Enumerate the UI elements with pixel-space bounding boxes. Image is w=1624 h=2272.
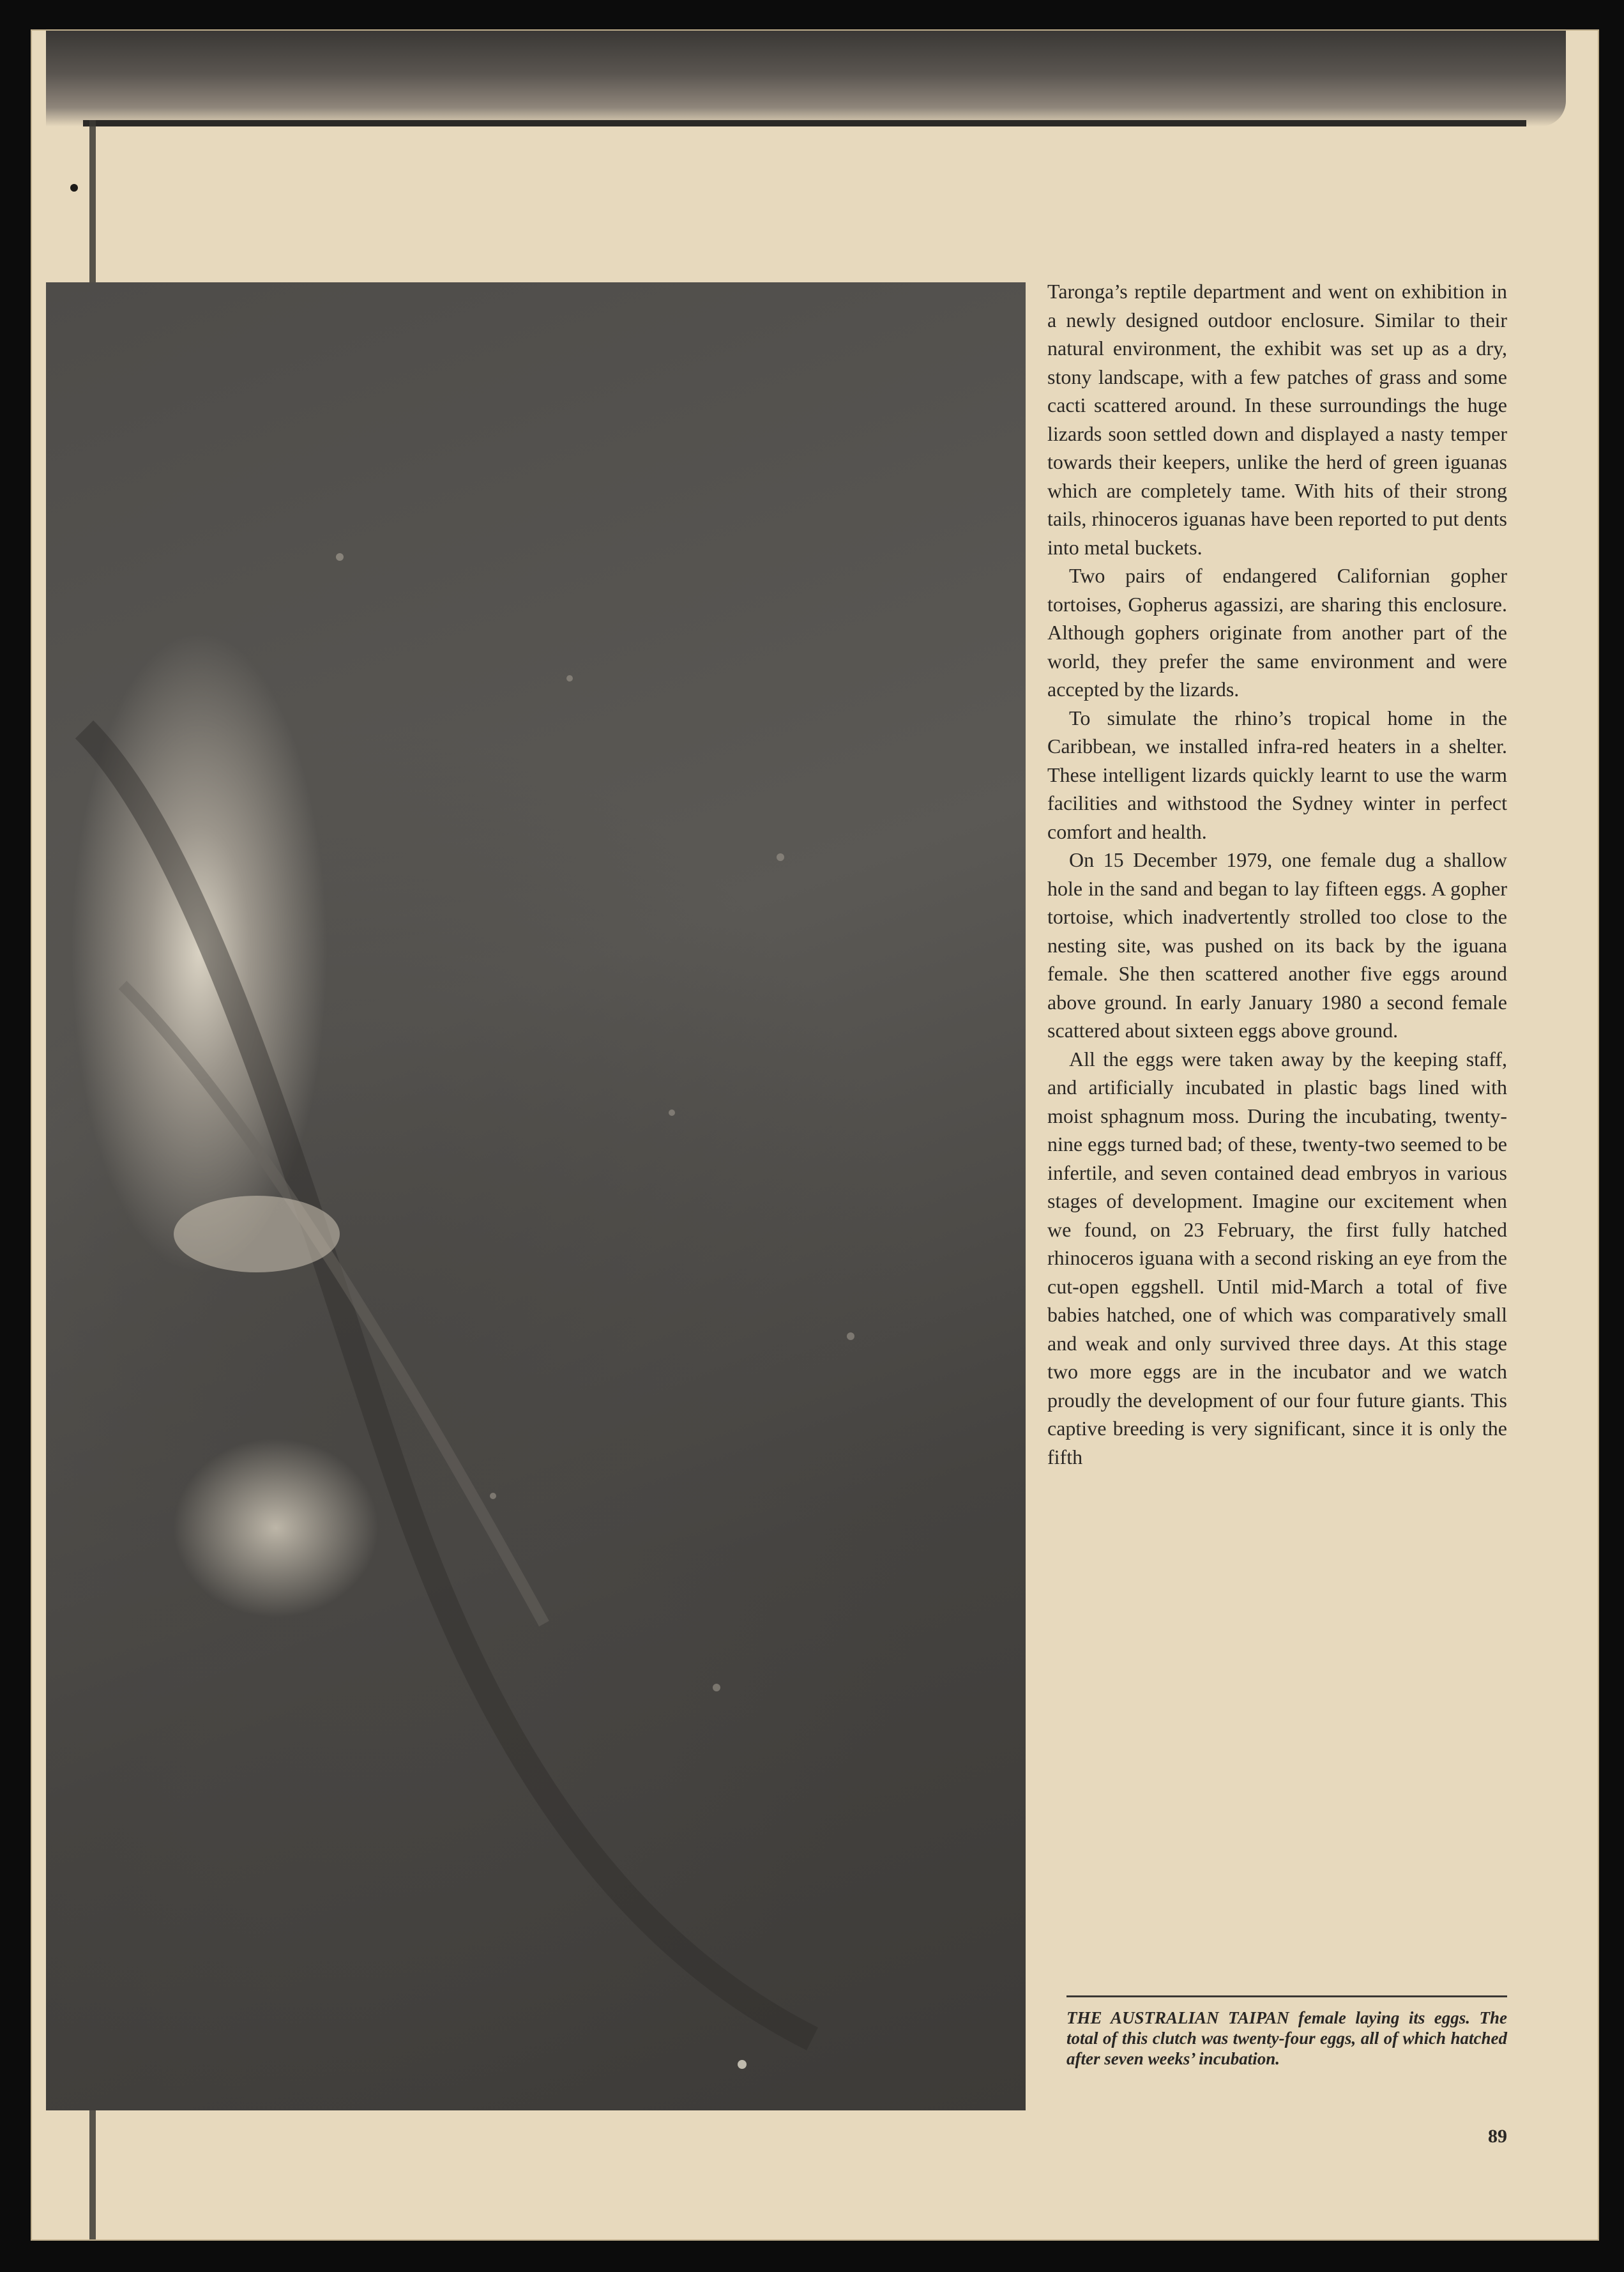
magazine-page [31,29,1599,2241]
caption-divider [1066,1995,1507,1997]
article-paragraph: Two pairs of endangered Californian gopher tortoises, Gopherus agassizi, are sharing this enclosure. Although gophers originate from another part of the world, they prefer the same environment and were accepted by the lizards. [1047,564,1507,701]
margin-speck [70,184,78,192]
article-paragraph: To simulate the rhino’s tropical home in the Caribbean, we installed infra-red heaters in a shelter. These intelligent lizards quickly learnt to use the warm facilities and withstood the Sydney winter in perfect comfort and health. [1047,706,1507,843]
top-rule-line [83,120,1526,126]
article-paragraph: Taronga’s reptile department and went on exhibition in a newly designed outdoor enclosure. Similar to their natural environment, the exhibit was set up as a dry, stony landscape, with a few patches of grass and some cacti scattered around. In these surroundings the huge lizards soon settled down and displayed a nasty temper towards their keepers, unlike the herd of green iguanas which are completely tame. With hits of their strong tails, rhinoceros iguanas have been reported to put dents into metal buckets. [1047,280,1507,559]
top-dark-band [46,31,1566,126]
article-text [1047,277,1507,1471]
article-paragraph: On 15 December 1979, one female dug a shallow hole in the sand and began to lay fifteen eggs. A gopher tortoise, which inadvertently strolled too close to the nesting site, was pushed on its back by the iguana female. She then scattered another five eggs around above ground. In early January 1980 a second female scattered about sixteen eggs above ground. [1047,848,1507,1042]
photo-texture [46,282,1026,2110]
article-paragraph: All the eggs were taken away by the keeping staff, and artificially incubated in plastic bags lined with moist sphagnum moss. During the incubating, twenty-nine eggs turned bad; of these, twenty-two seemed to be infertile, and seven contained dead embryos in various stages of development. Imagine our excitement when we found, on 23 February, the first fully hatched rhinoceros iguana with a second risking an eye from the cut-open eggshell. Until mid-March a total of five babies hatched, one of which was comparatively small and weak and only survived three days. At this stage two more eggs are in the incubator and we watch proudly the development of our four future giants. This captive breeding is very significant, since it is only the fifth [1047,1047,1507,1468]
page-number: 89 [1488,2126,1507,2147]
taipan-photograph [46,282,1026,2110]
photo-caption: THE AUSTRALIAN TAIPAN female laying its eggs. The total of this clutch was twenty-four eggs, all of which hatched after seven weeks’ incubation. [1066,2008,1507,2068]
